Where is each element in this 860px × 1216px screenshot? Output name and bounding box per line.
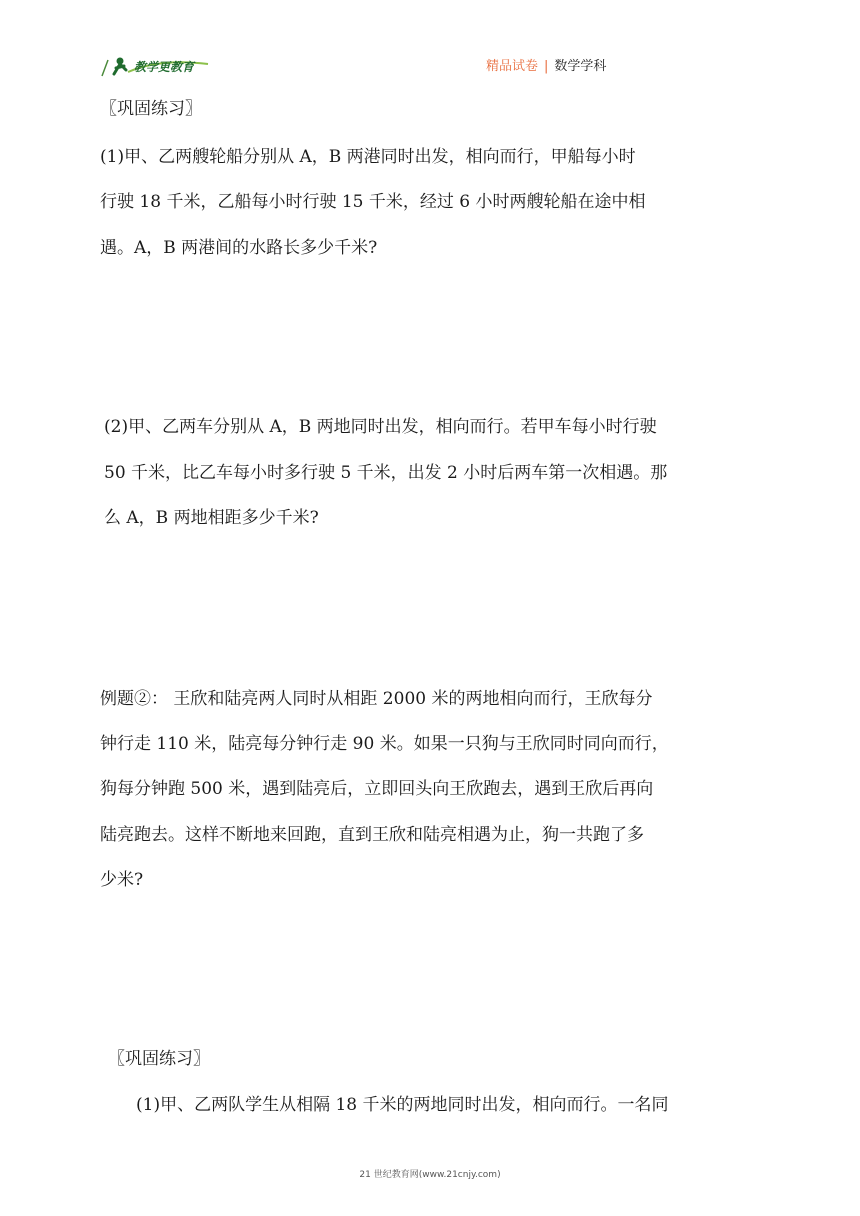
subject-label: 数学学科: [554, 59, 607, 74]
problem-3-line-1: (1)甲、乙两队学生从相隔 18 千米的两地同时出发，相向而行。一名同: [136, 1095, 669, 1115]
problem-1-line-3: 遇。A，B 两港间的水路长多少千米?: [100, 238, 378, 258]
section-heading-2: 〖巩固练习〗: [108, 1049, 210, 1069]
example-2-line-4: 陆亮跑去。这样不断地来回跑，直到王欣和陆亮相遇为止，狗一共跑了多: [100, 825, 644, 845]
logo-graphic: [100, 52, 220, 80]
example-2-line-3: 狗每分钟跑 500 米，遇到陆亮后，立即回头向王欣跑去，遇到王欣后再向: [100, 779, 654, 799]
section-heading-1: 〖巩固练习〗: [100, 99, 202, 119]
problem-2-line-3: 么 A，B 两地相距多少千米?: [104, 508, 319, 528]
example-2-line-1: 例题②： 王欣和陆亮两人同时从相距 2000 米的两地相向而行，王欣每分: [100, 689, 653, 709]
brand-label: 精品试卷: [486, 59, 539, 74]
logo: [100, 52, 220, 80]
header-right: [486, 55, 606, 74]
problem-2-line-2: 50 千米，比乙车每小时多行驶 5 千米，出发 2 小时后两车第一次相遇。那: [104, 463, 668, 483]
header-separator: |: [544, 59, 549, 74]
example-2-line-2: 钟行走 110 米，陆亮每分钟行走 90 米。如果一只狗与王欣同时同向而行，: [100, 734, 669, 754]
logo-text: 教学更教育: [134, 60, 195, 74]
problem-1-line-2: 行驶 18 千米，乙船每小时行驶 15 千米，经过 6 小时两艘轮船在途中相: [100, 192, 646, 212]
page-footer: 21 世纪教育网(www.21cnjy.com): [359, 1170, 501, 1180]
problem-1-line-1: (1)甲、乙两艘轮船分别从 A，B 两港同时出发，相向而行，甲船每小时: [100, 147, 636, 167]
example-2-line-5: 少米?: [100, 870, 144, 890]
problem-2-line-1: (2)甲、乙两车分别从 A，B 两地同时出发，相向而行。若甲车每小时行驶: [104, 417, 657, 437]
